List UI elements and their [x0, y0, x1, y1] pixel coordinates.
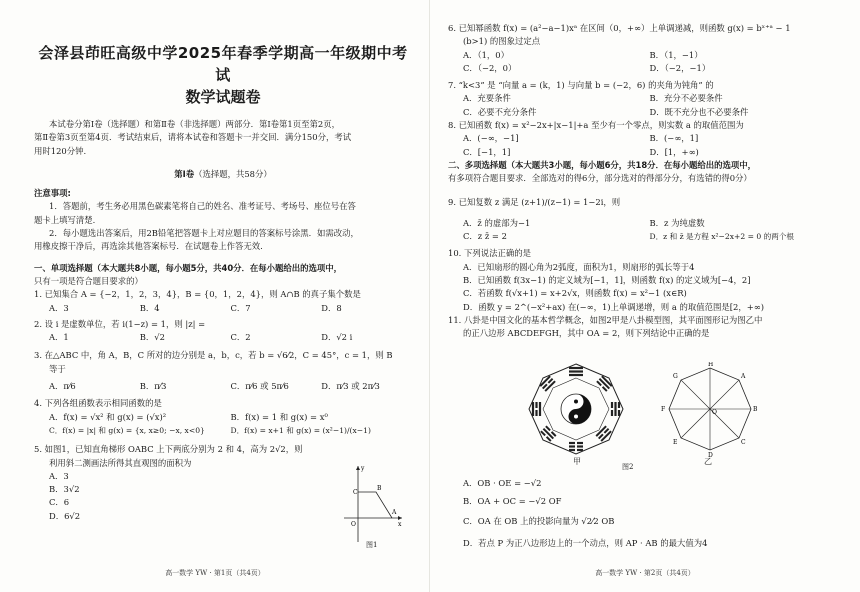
- svg-text:O: O: [351, 521, 356, 528]
- question-5: 5. 如图1，已知直角梯形 OABC 上下两底分别为 2 和 4，高为 2√2，则: [34, 444, 303, 455]
- option: A．3: [49, 302, 69, 313]
- svg-text:A: A: [741, 373, 746, 380]
- option: A．已知扇形的圆心角为2弧度，面积为1，则扇形的弧长等于4: [463, 261, 695, 272]
- svg-text:O: O: [712, 409, 717, 416]
- figure-2-caption: 图2: [622, 463, 634, 471]
- q4-options: [34, 424, 412, 437]
- page-footer: 高一数学 YW · 第1页（共4页）: [165, 569, 265, 577]
- part2-heading: 有多项符合题目要求．全部选对的得6分，部分选对的得部分分，有选错的得0分）: [448, 173, 752, 184]
- svg-text:B: B: [377, 485, 382, 492]
- option: A．z̄ 的虚部为−1: [463, 217, 531, 228]
- svg-text:x: x: [398, 521, 402, 528]
- question-7: 7. “k<3” 是 “向量 a = (k，1) 与向量 b = (−2，6) 的夹角为钝角” 的: [448, 80, 714, 91]
- option: D．函数 y = 2^(−x²+ax) 在(−∞，1)上单调递增，则 a 的取值范围是[2，+∞): [463, 301, 764, 312]
- svg-text:F: F: [661, 406, 666, 413]
- notice-line: 1．答题前，考生务必用黑色碳素笔将自己的姓名、准考证号、考场号、座位号在答: [49, 201, 356, 212]
- option: B．OA + OC = −√2 OF: [463, 496, 562, 506]
- svg-text:G: G: [673, 373, 678, 380]
- option: A．（1，0）: [463, 49, 510, 60]
- q8-options: [448, 146, 836, 159]
- svg-text:y: y: [361, 465, 365, 472]
- option: B．4: [139, 302, 160, 313]
- q9-options: [448, 230, 836, 243]
- svg-text:B: B: [753, 406, 758, 413]
- figure-yi-label: 乙: [704, 457, 712, 466]
- notice-line: 题卡上填写清楚.: [34, 214, 96, 225]
- q11-options: [448, 474, 838, 554]
- option: A．OB · OE = −√2: [463, 478, 542, 488]
- question-2: 2. 设 i 是虚数单位，若 i(1−z) = 1，则 |z| =: [34, 318, 206, 329]
- part1-heading: 只有一项是符合题目要求的）: [34, 275, 143, 286]
- svg-text:A: A: [392, 509, 397, 516]
- exam-subtitle: 数学试题卷: [185, 88, 261, 106]
- option: D．（−2，−1）: [649, 62, 711, 73]
- section-heading: 第Ⅰ卷（选择题，共58分）: [174, 168, 272, 179]
- q9-options: [448, 217, 836, 230]
- option: C．若函数 f(√x+1) = x+2√x，则函数 f(x) = x²−1 (x∈R): [463, 288, 687, 299]
- option: B．已知函数 f(3x−1) 的定义域为[−1，1]，则函数 f(x) 的定义域为[−4，2]: [463, 275, 751, 286]
- right-page: [430, 0, 860, 592]
- q7-options: [448, 106, 836, 119]
- option: C．6: [49, 497, 70, 508]
- option: B．π⁄3: [139, 381, 167, 392]
- option: C．z z̄ = 2: [463, 231, 507, 242]
- figure-1-caption: 图1: [366, 541, 378, 549]
- intro-line: 用时120分钟.: [34, 145, 87, 156]
- svg-text:C: C: [353, 489, 358, 496]
- question-10: 10. 下列说法正确的是: [448, 248, 531, 259]
- option: C．OA 在 OB 上的投影向量为 √2⁄2 OB: [463, 516, 615, 526]
- q3-options: [34, 380, 412, 393]
- question-3-cont: 等于: [49, 363, 66, 374]
- q8-options: [448, 132, 836, 145]
- notice-line: 用橡皮擦干净后，再选涂其他答案标号．在试题卷上作答无效.: [34, 241, 263, 252]
- q6-options: [448, 49, 836, 62]
- option: D．既不充分也不必要条件: [649, 106, 749, 117]
- q1-options: [34, 302, 412, 315]
- question-11: 11. 八卦是中国文化的基本哲学概念，如图2甲是八卦模型图，其平面图形记为图乙中: [448, 314, 763, 325]
- trapezoid-figure: [340, 462, 406, 544]
- question-3: 3. 在△ABC 中，角 A，B，C 所对的边分别是 a，b，c，若 b = √6⁄2，C = 45°，c = 1，则 B: [34, 350, 393, 361]
- option: C．[−1，1]: [463, 146, 511, 157]
- page-footer: 高一数学 YW · 第2页（共4页）: [595, 569, 695, 577]
- question-11-cont: 的正八边形 ABCDEFGH，其中 OA = 2，则下列结论中正确的是: [463, 328, 710, 339]
- option: D．6√2: [49, 510, 81, 521]
- option: A．充要条件: [463, 93, 511, 104]
- option: A．f(x) = √x² 和 g(x) = (√x)²: [49, 411, 167, 422]
- bagua-figure: [526, 362, 626, 456]
- part1-heading: 一、单项选择题（本大题共8小题，每小题5分，共40分．在每小题给出的选项中，: [34, 262, 343, 273]
- option: B．(−∞，1]: [649, 133, 699, 144]
- q2-options: [34, 331, 412, 344]
- notice-line: 2．每小题选出答案后，用2B铅笔把答题卡上对应题目的答案标号涂黑．如需改动，: [49, 228, 359, 239]
- q6-options: [448, 62, 836, 75]
- option: B．z 为纯虚数: [649, 217, 705, 228]
- question-6-cont: (b>1) 的图象过定点: [463, 36, 541, 47]
- exam-title: 会泽县茚旺高级中学2025年春季学期高一年级期中考试: [38, 44, 408, 84]
- part2-heading: 二、多项选择题（本大题共3小题，每小题6分，共18分．在每小题给出的选项中，: [448, 159, 757, 170]
- option: C．必要不充分条件: [463, 106, 537, 117]
- option: C．f(x) = |x| 和 g(x) = {x, x≥0; −x, x<0}: [49, 425, 205, 435]
- option: B．3√2: [49, 484, 80, 495]
- option: D．若点 P 为正八边形边上的一个动点，则 AP · AB 的最大值为4: [463, 538, 708, 548]
- question-9: 9. 已知复数 z 满足 (z+1)/(z−1) = 1−2i，则: [448, 196, 621, 207]
- svg-text:C: C: [741, 439, 746, 446]
- option: A．π⁄6: [49, 381, 76, 392]
- q4-options: [34, 411, 412, 424]
- option: D．√2 i: [321, 332, 353, 343]
- question-1: 1. 已知集合 A = {−2，1，2，3，4}，B = {0，1，2，4}，则 A∩B 的真子集个数是: [34, 289, 361, 300]
- option: B．充分不必要条件: [649, 93, 723, 104]
- question-6: 6. 已知幂函数 f(x) = (a²−a−1)xᵃ 在区间（0，+∞）上单调递减，则函数 g(x) = bˣ⁺ᵃ − 1: [448, 23, 791, 33]
- q7-options: [448, 92, 836, 105]
- figure-jia-label: 甲: [573, 457, 581, 466]
- option: D．f(x) = x+1 和 g(x) = (x²−1)/(x−1): [230, 425, 371, 435]
- option: C．π⁄6 或 5π⁄6: [230, 381, 289, 392]
- option: D．8: [321, 302, 342, 313]
- question-5-cont: 利用斜二测画法所得其直观图的面积为: [49, 457, 192, 468]
- intro-line: 本试卷分第Ⅰ卷（选择题）和第Ⅱ卷（非选择题）两部分．第Ⅰ卷第1页至第2页，: [49, 119, 340, 129]
- intro-line: 第Ⅱ卷第3页至第4页．考试结束后，请将本试卷和答题卡一并交回．满分150分，考试: [34, 132, 352, 143]
- option: A．(−∞，−1]: [463, 133, 519, 144]
- svg-text:E: E: [673, 439, 678, 446]
- option: A．3: [49, 470, 69, 481]
- svg-text:H: H: [708, 362, 714, 368]
- octagon-figure: [658, 362, 762, 458]
- question-4: 4. 下列各组函数表示相同函数的是: [34, 398, 162, 409]
- question-8: 8. 已知函数 f(x) = x²−2x+|x−1|+a 至少有一个零点，则实数 a 的取值范围为: [448, 120, 744, 131]
- option: C．（−2，0）: [463, 62, 517, 73]
- svg-text:D: D: [708, 452, 713, 458]
- option: C．7: [230, 302, 251, 313]
- option: D．[1，+∞): [649, 146, 699, 157]
- option: B．√2: [139, 332, 165, 343]
- option: C．2: [230, 332, 251, 343]
- option: D．π⁄3 或 2π⁄3: [321, 381, 380, 392]
- option: A．1: [49, 332, 69, 343]
- option: B．f(x) = 1 和 g(x) = x⁰: [230, 411, 328, 422]
- notice-title: 注意事项:: [34, 188, 71, 199]
- option: D．z 和 z̄ 是方程 x²−2x+2 = 0 的两个根: [649, 232, 795, 242]
- option: B．（1，−1）: [649, 49, 703, 60]
